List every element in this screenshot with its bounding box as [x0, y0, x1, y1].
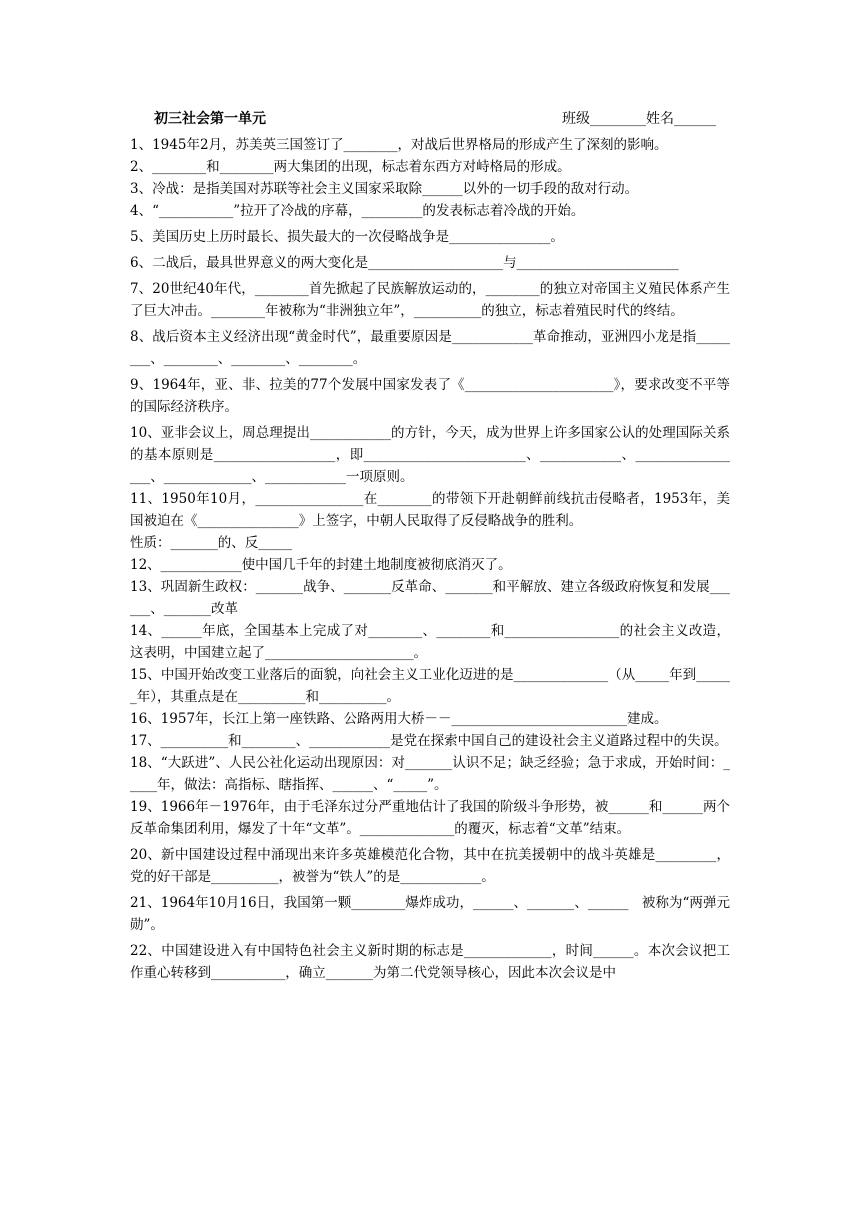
question-6: 6、二战后，最具世界意义的两大变化是____________________与________________________ — [130, 255, 679, 271]
question-2: 2、________和________两大集团的出现，标志着东西方对峙格局的形成。 — [130, 159, 571, 175]
question-5: 5、美国历史上历时最长、损失最大的一次侵略战争是_______________。 — [130, 229, 564, 245]
question-4: 4、“___________”拉开了冷战的序幕，_________的发表标志着冷战的开始。 — [130, 203, 585, 219]
question-list — [130, 134, 730, 984]
question-22: 22、中国建设进入有中国特色社会主义新时期的标志是_____________，时间______。本次会议把工作重心转移到___________，确立_______为第二代党领导核心，因此本次会议是中 — [130, 943, 730, 981]
question-7: 7、20世纪40年代，________首先掀起了民族解放运动的，________的独立对帝国主义殖民体系产生了巨大冲击。________年被称为“非洲独立年”，__________的独立，标志着殖民时代的终结。 — [130, 281, 730, 319]
question-15: 15、中国开始改变工业落后的面貌，向社会主义工业化迈进的是______________（从_____年到______年），其重点是在__________和__________。 — [130, 667, 730, 705]
question-11-nature: 性质：_______的、反_____ — [130, 535, 292, 551]
question-11: 11、1950年10月，________________在________的带领下开赴朝鲜前线抗击侵略者，1953年，美国被迫在《_______________》上签字，中朝人民取得了反侵略战争的胜利。 — [130, 491, 730, 529]
question-16: 16、1957年，长江上第一座铁路、公路两用大桥－－__________________________建成。 — [130, 711, 668, 727]
question-3: 3、冷战：是指美国对苏联等社会主义国家采取除______以外的一切手段的敌对行动。 — [130, 181, 639, 197]
question-17: 17、__________和________、____________是党在探索中国自己的建设社会主义道路过程中的失误。 — [130, 733, 728, 749]
question-18: 18、“大跃进”、人民公社化运动出现原因：对_______认识不足；缺乏经验；急于求成，开始时间：_____年，做法：高指标、瞎指挥、______、“_____”。 — [130, 755, 730, 793]
worksheet-title: 初三社会第一单元 — [154, 111, 266, 127]
question-1: 1、1945年2月，苏美英三国签订了________，对战后世界格局的形成产生了深刻的影响。 — [130, 137, 668, 153]
question-12: 12、____________使中国几千年的封建土地制度被彻底消灭了。 — [130, 557, 512, 573]
question-19: 19、1966年－1976年，由于毛泽东过分严重地估计了我国的阶级斗争形势，被______和______两个反革命集团利用，爆发了十年“文革”。______________的覆灭，标志着“文革”结束。 — [130, 799, 730, 837]
question-13: 13、巩固新生政权：_______战争、_______反革命、_______和平解放、建立各级政府恢复和发展______、_______改革 — [130, 579, 730, 617]
question-14: 14、______年底，全国基本上完成了对________、________和_________________的社会主义改造，这表明，中国建立起了______________________。 — [130, 623, 730, 661]
question-21: 21、1964年10月16日，我国第一颗________爆炸成功，______、_______、______ 被称为“两弹元勋”。 — [130, 895, 730, 933]
question-10: 10、亚非会议上，周总理提出____________的方针，今天，成为世界上许多国家公认的处理国际关系的基本原则是__________________，即________________________、____________、_________________、_____________、____________一项原则。 — [130, 425, 730, 485]
question-20: 20、新中国建设过程中涌现出来许多英雄模范化合物，其中在抗美援朝中的战斗英雄是_________，党的好干部是__________，被誉为“铁人”的是____________。 — [130, 847, 730, 885]
question-8: 8、战后资本主义经济出现“黄金时代”，最重要原因是____________革命推动，亚洲四小龙是指________、________、________、________。 — [130, 329, 730, 367]
question-9: 9、1964年，亚、非、拉美的77个发展中国家发表了《______________________》，要求改变不平等的国际经济秩序。 — [130, 377, 730, 415]
header — [0, 108, 860, 128]
class-name-field: 班级________姓名______ — [562, 111, 716, 127]
